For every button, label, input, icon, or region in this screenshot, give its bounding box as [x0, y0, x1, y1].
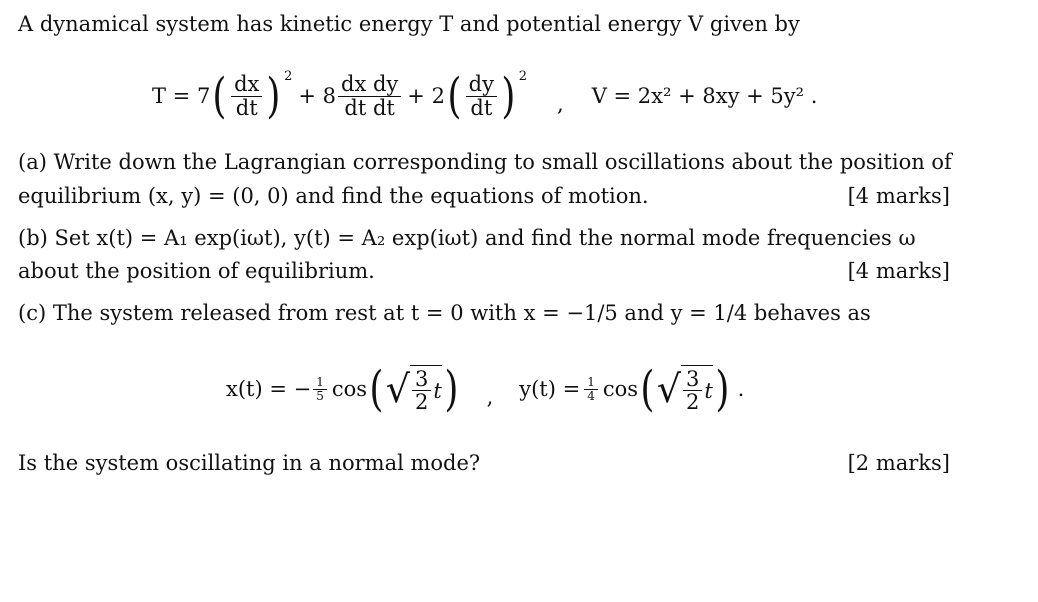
cos-2: cos [602, 377, 639, 401]
part-a-line2: equilibrium (x, y) = (0, 0) and find the equations of motion. [18, 184, 649, 208]
part-a-line1: (a) Write down the Lagrangian corresponding to small oscillations about the position of [18, 150, 952, 174]
frac2-num: dx dy [338, 73, 401, 96]
eq-separator: , [557, 92, 564, 116]
frac-1-4 [584, 376, 598, 402]
frac2-den: dt dt [344, 95, 395, 120]
sqrt1-t: t [433, 378, 442, 403]
exp-1: 2 [284, 68, 293, 84]
frac3-den: dt [470, 95, 493, 120]
part-c-line1: (c) The system released from rest at t = 0 with x = −1/5 and y = 1/4 behaves as [18, 301, 871, 325]
y-lhs: y(t) = [519, 377, 581, 401]
part-b-line1: (b) Set x(t) = A₁ exp(iωt), y(t) = A₂ exp(iωt) and find the normal mode frequencies ω [18, 226, 916, 250]
y-frac-num: 1 [584, 376, 598, 390]
eq-plus8: + 8 [298, 84, 337, 108]
sqrt2-t: t [704, 378, 713, 403]
energy-equation: T = 7 ( $\frac{dx}{dt}$ ) 2 + 8 $\frac{\text{dx dy}}{\text{dt dt}}$ + 2 ( $\frac{dy}{dt}$ ) 2 , V = 2x² + 8xy + 5y² . [152, 68, 818, 124]
sqrt2-num: 3 [683, 368, 702, 391]
part-b-line2: about the position of equilibrium. [18, 259, 375, 283]
sol-separator: , [486, 385, 494, 409]
part-b-marks: [4 marks] [847, 259, 950, 283]
part-a-marks: [4 marks] [847, 184, 950, 208]
frac3-num: dy [466, 73, 497, 96]
sqrt2-den: 2 [686, 390, 700, 414]
frac-dx-dt [231, 73, 262, 118]
eq-t-lhs: T = 7 [152, 84, 211, 108]
sqrt1-num: 3 [412, 368, 431, 391]
eq-v: V = 2x² + 8xy + 5y² . [591, 84, 818, 108]
solution-equation: x(t) = − $\frac{1}{5}$ cos ( √ $\frac{3}{2}$ t ) , y(t) = $\frac{1}{4}$ cos ( √ $\frac{3}{2}$ t ) . [226, 361, 745, 417]
x-frac-num: 1 [313, 376, 327, 390]
frac-dy-dt [466, 73, 497, 118]
part-c-question: Is the system oscillating in a normal mode? [18, 451, 481, 475]
frac-1-5 [313, 376, 327, 402]
eq-plus2: + 2 [407, 84, 445, 108]
intro-text: A dynamical system has kinetic energy T and potential energy V given by [18, 12, 800, 36]
sqrt1-den: 2 [415, 390, 429, 414]
cos-1: cos [331, 377, 368, 401]
exp-2: 2 [518, 68, 527, 84]
x-lhs: x(t) = − [226, 377, 312, 401]
sol-end: . [737, 377, 745, 401]
y-frac-den: 4 [587, 388, 595, 403]
x-frac-den: 5 [316, 388, 324, 403]
sqrt-3-2-t-1: √ $\frac{3}{2}$ t [385, 366, 442, 414]
frac-dxdy-dtdt [338, 73, 401, 118]
frac1-den: dt [235, 95, 258, 120]
frac1-num: dx [231, 73, 262, 96]
part-c-marks: [2 marks] [847, 451, 950, 475]
sqrt-3-2-t-2: √ $\frac{3}{2}$ t [656, 366, 713, 414]
